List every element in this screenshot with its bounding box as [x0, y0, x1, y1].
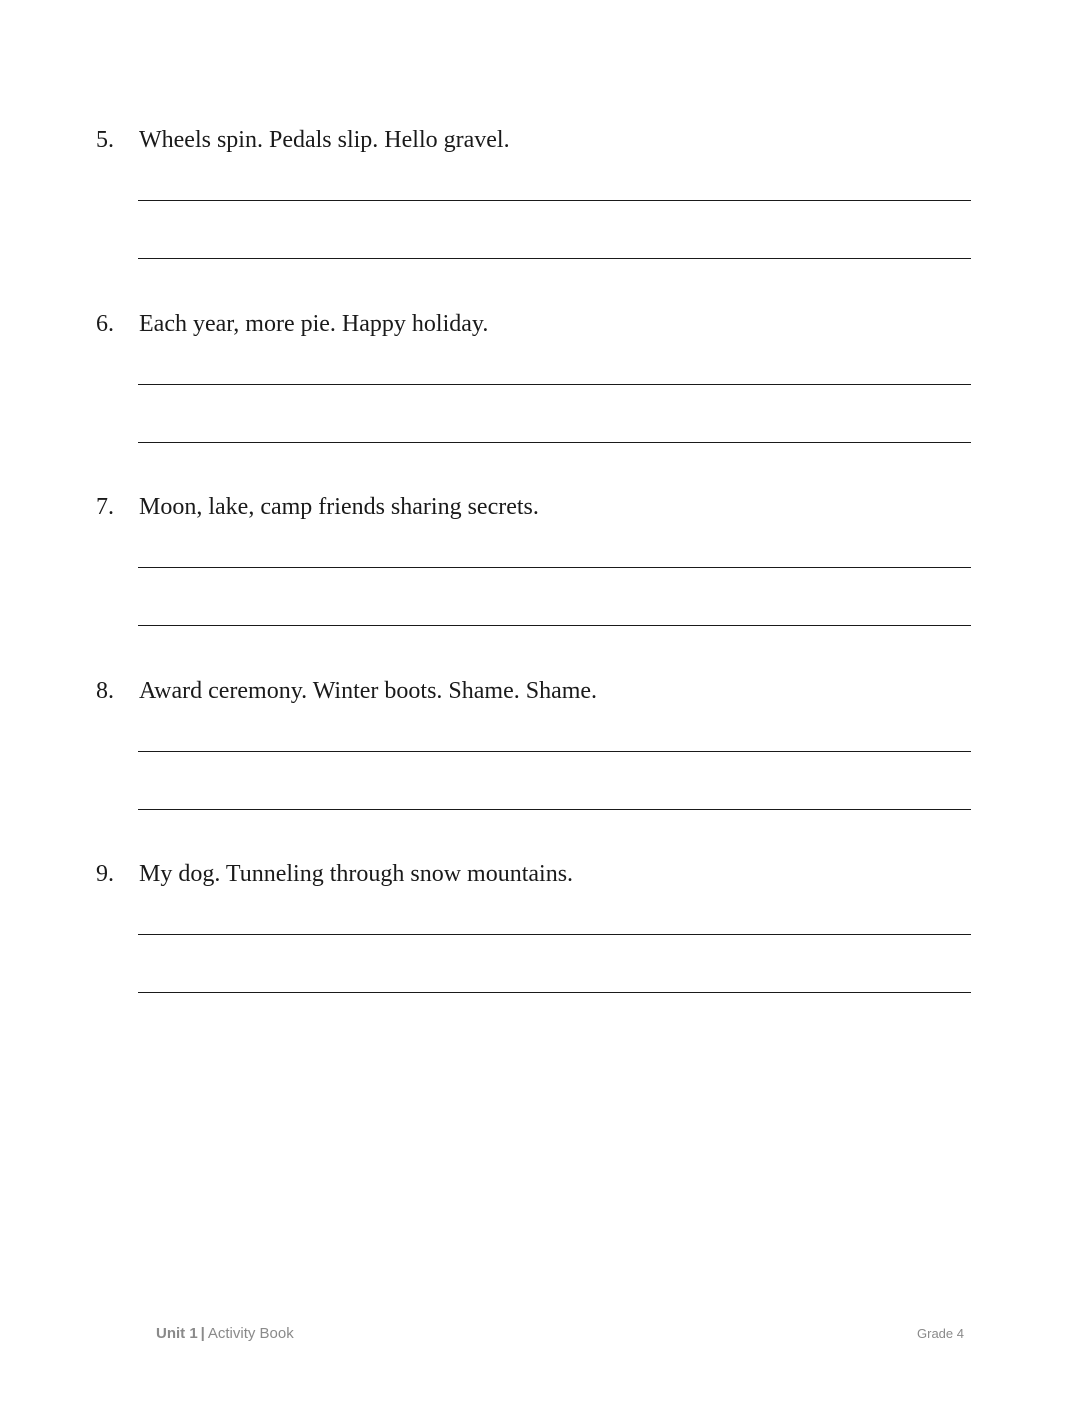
answer-line[interactable] — [138, 384, 971, 385]
answer-line[interactable] — [138, 992, 971, 993]
answer-line[interactable] — [138, 200, 971, 201]
question-number: 9. — [96, 861, 114, 887]
question-text: Moon, lake, camp friends sharing secrets. — [139, 494, 539, 520]
question-8 — [0, 676, 1088, 826]
footer-grade: Grade 4 — [917, 1326, 964, 1341]
question-number: 8. — [96, 678, 114, 704]
question-number: 6. — [96, 311, 114, 337]
footer-separator: | — [200, 1325, 205, 1342]
answer-line[interactable] — [138, 934, 971, 935]
footer-unit: Unit 1 — [156, 1325, 198, 1342]
question-number: 7. — [96, 494, 114, 520]
answer-line[interactable] — [138, 258, 971, 259]
question-6 — [0, 309, 1088, 459]
footer-book-title: Activity Book — [207, 1325, 294, 1342]
question-text: Award ceremony. Winter boots. Shame. Shame. — [139, 678, 598, 704]
question-9 — [0, 859, 1088, 1009]
question-5 — [0, 125, 1088, 275]
answer-line[interactable] — [138, 442, 971, 443]
question-text: Wheels spin. Pedals slip. Hello gravel. — [139, 127, 510, 153]
question-text: My dog. Tunneling through snow mountains. — [139, 861, 574, 887]
question-7 — [0, 492, 1088, 642]
answer-line[interactable] — [138, 809, 971, 810]
question-text: Each year, more pie. Happy holiday. — [139, 311, 489, 337]
answer-line[interactable] — [138, 751, 971, 752]
page-footer-left — [156, 1324, 294, 1344]
answer-line[interactable] — [138, 567, 971, 568]
question-number: 5. — [96, 127, 114, 153]
answer-line[interactable] — [138, 625, 971, 626]
